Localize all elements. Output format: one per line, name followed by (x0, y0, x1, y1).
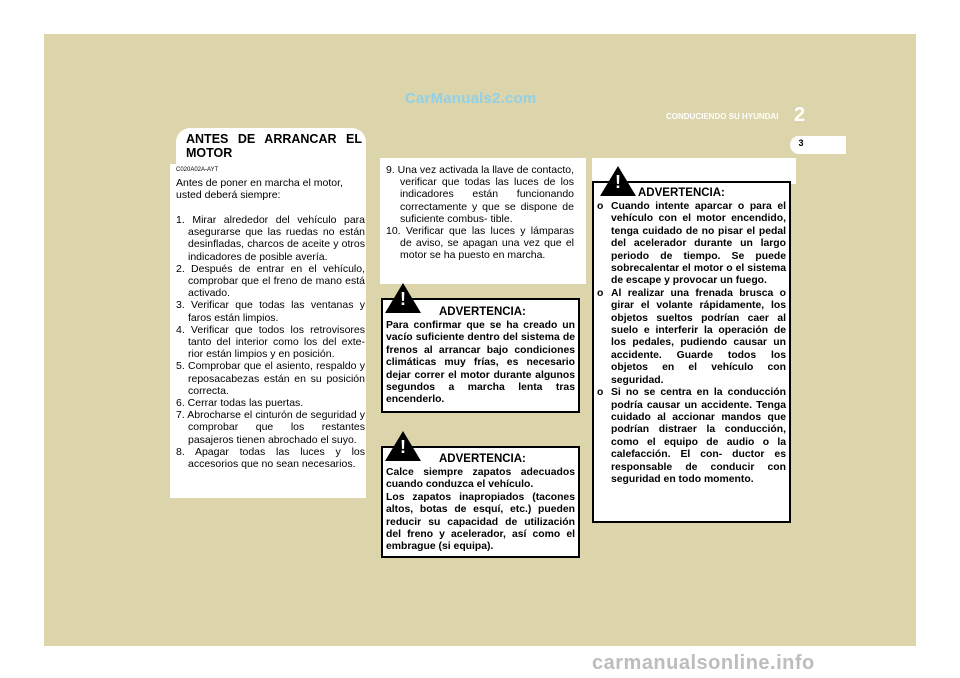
warning-line: Calce siempre zapatos adecuados cuando conduzca el vehículo. (386, 467, 575, 491)
reference-code: C020A02A-AYT (176, 167, 219, 173)
checklist-item: 8. Apagar todas las luces y los accesorios que no sean necesarios. (176, 445, 365, 471)
checklist-item: 3. Verificar que todas las ventanas y faros están limpios. (176, 299, 365, 324)
checklist-item: 4. Verificar que todos los retrovisores tanto del interior como los del exte- rior están limpios y en posición. (176, 323, 365, 361)
warning-box-footwear (381, 446, 580, 558)
site-watermark: CarManuals2.com (405, 90, 537, 107)
checklist-item: 10. Verificar que las luces y lámparas de aviso, se apagan una vez que el motor se ha puesto en marcha. (386, 225, 574, 262)
warning-list-item: o Si no se centra en la conducción podría causar un accidente. Tenga cuidado al accionar mandos que podrían distraer la conducción, como el equipo de audio o la calefacción. El con- ductor es responsable de conducir con seguridad en todo momento. (597, 387, 786, 485)
chapter-number: 2 (794, 104, 806, 126)
checklist (176, 214, 365, 470)
warning-heading: ADVERTENCIA: (439, 306, 526, 318)
warning-box-driving (592, 181, 791, 523)
footer-watermark: carmanualsonline.info (592, 652, 815, 674)
bullet-marker: o (597, 201, 604, 212)
intro-text: Antes de poner en marcha el motor, usted deberá siempre: (176, 177, 343, 202)
exclamation-icon: ! (400, 437, 406, 457)
checklist-item: 2. Después de entrar en el vehículo, comprobar que el freno de mano está activado. (176, 262, 365, 300)
warning-list (597, 201, 786, 486)
warning-line: Los zapatos inapropiados (tacones altos, botas de esquí, etc.) pueden reducir su capacidad de utilización del freno y acelerador, así como el embrague (si equipa). (386, 491, 575, 553)
section-title: ANTES DE ARRANCAR EL MOTOR (186, 132, 362, 160)
checklist-item: 5. Comprobar que el asiento, respaldo y reposacabezas están en su posición correcta. (176, 360, 365, 397)
warning-heading: ADVERTENCIA: (638, 187, 725, 199)
page-number: 3 (798, 138, 804, 148)
bullet-marker: o (597, 387, 604, 399)
warning-box-vacuum (381, 298, 580, 413)
checklist-continued (386, 164, 574, 262)
checklist-item: 6. Cerrar todas las puertas. (176, 397, 304, 410)
warning-text: Para confirmar que se ha creado un vacío suficiente dentro del sistema de frenos al arrancar bajo condiciones climáticas muy frías, es necesario dejar correr el motor durante algunos segundos a marcha lenta tras encenderlo. (386, 320, 575, 406)
section-header-label: CONDUCIENDO SU HYUNDAI (666, 112, 779, 121)
warning-list-item: o Cuando intente aparcar o para el vehículo con el motor encendido, tenga cuidado de no pisar el pedal del acelerador durante un largo periodo de tiempo. Se puede sobrecalentar el motor o el sistema de escape y provocar un fuego. (597, 201, 786, 287)
exclamation-icon: ! (400, 289, 406, 309)
exclamation-icon: ! (615, 172, 621, 192)
warning-list-item: o Al realizar una frenada brusca o girar el volante rápidamente, los objetos sueltos podrían caer al suelo e interferir la operación de los pedales, pudiendo causar un accidente. Guarde todos los objetos en el vehículo con seguridad. (597, 287, 786, 386)
warning-heading: ADVERTENCIA: (439, 453, 526, 465)
checklist-item: 1. Mirar alrededor del vehículo para asegurarse que las ruedas no están desinfladas, charcos de aceite y otros indicadores de posible avería. (176, 214, 365, 263)
checklist-item: 7. Abrocharse el cinturón de seguridad y comprobar que los restantes pasajeros tienen abrochado el suyo. (176, 409, 365, 446)
checklist-item: 9. Una vez activada la llave de contacto, verificar que todas las luces de los indicadores están funcionando correctamente y que se dispone de suficiente combus- tible. (386, 164, 574, 225)
bullet-marker: o (597, 287, 604, 299)
warning-text (386, 467, 575, 554)
